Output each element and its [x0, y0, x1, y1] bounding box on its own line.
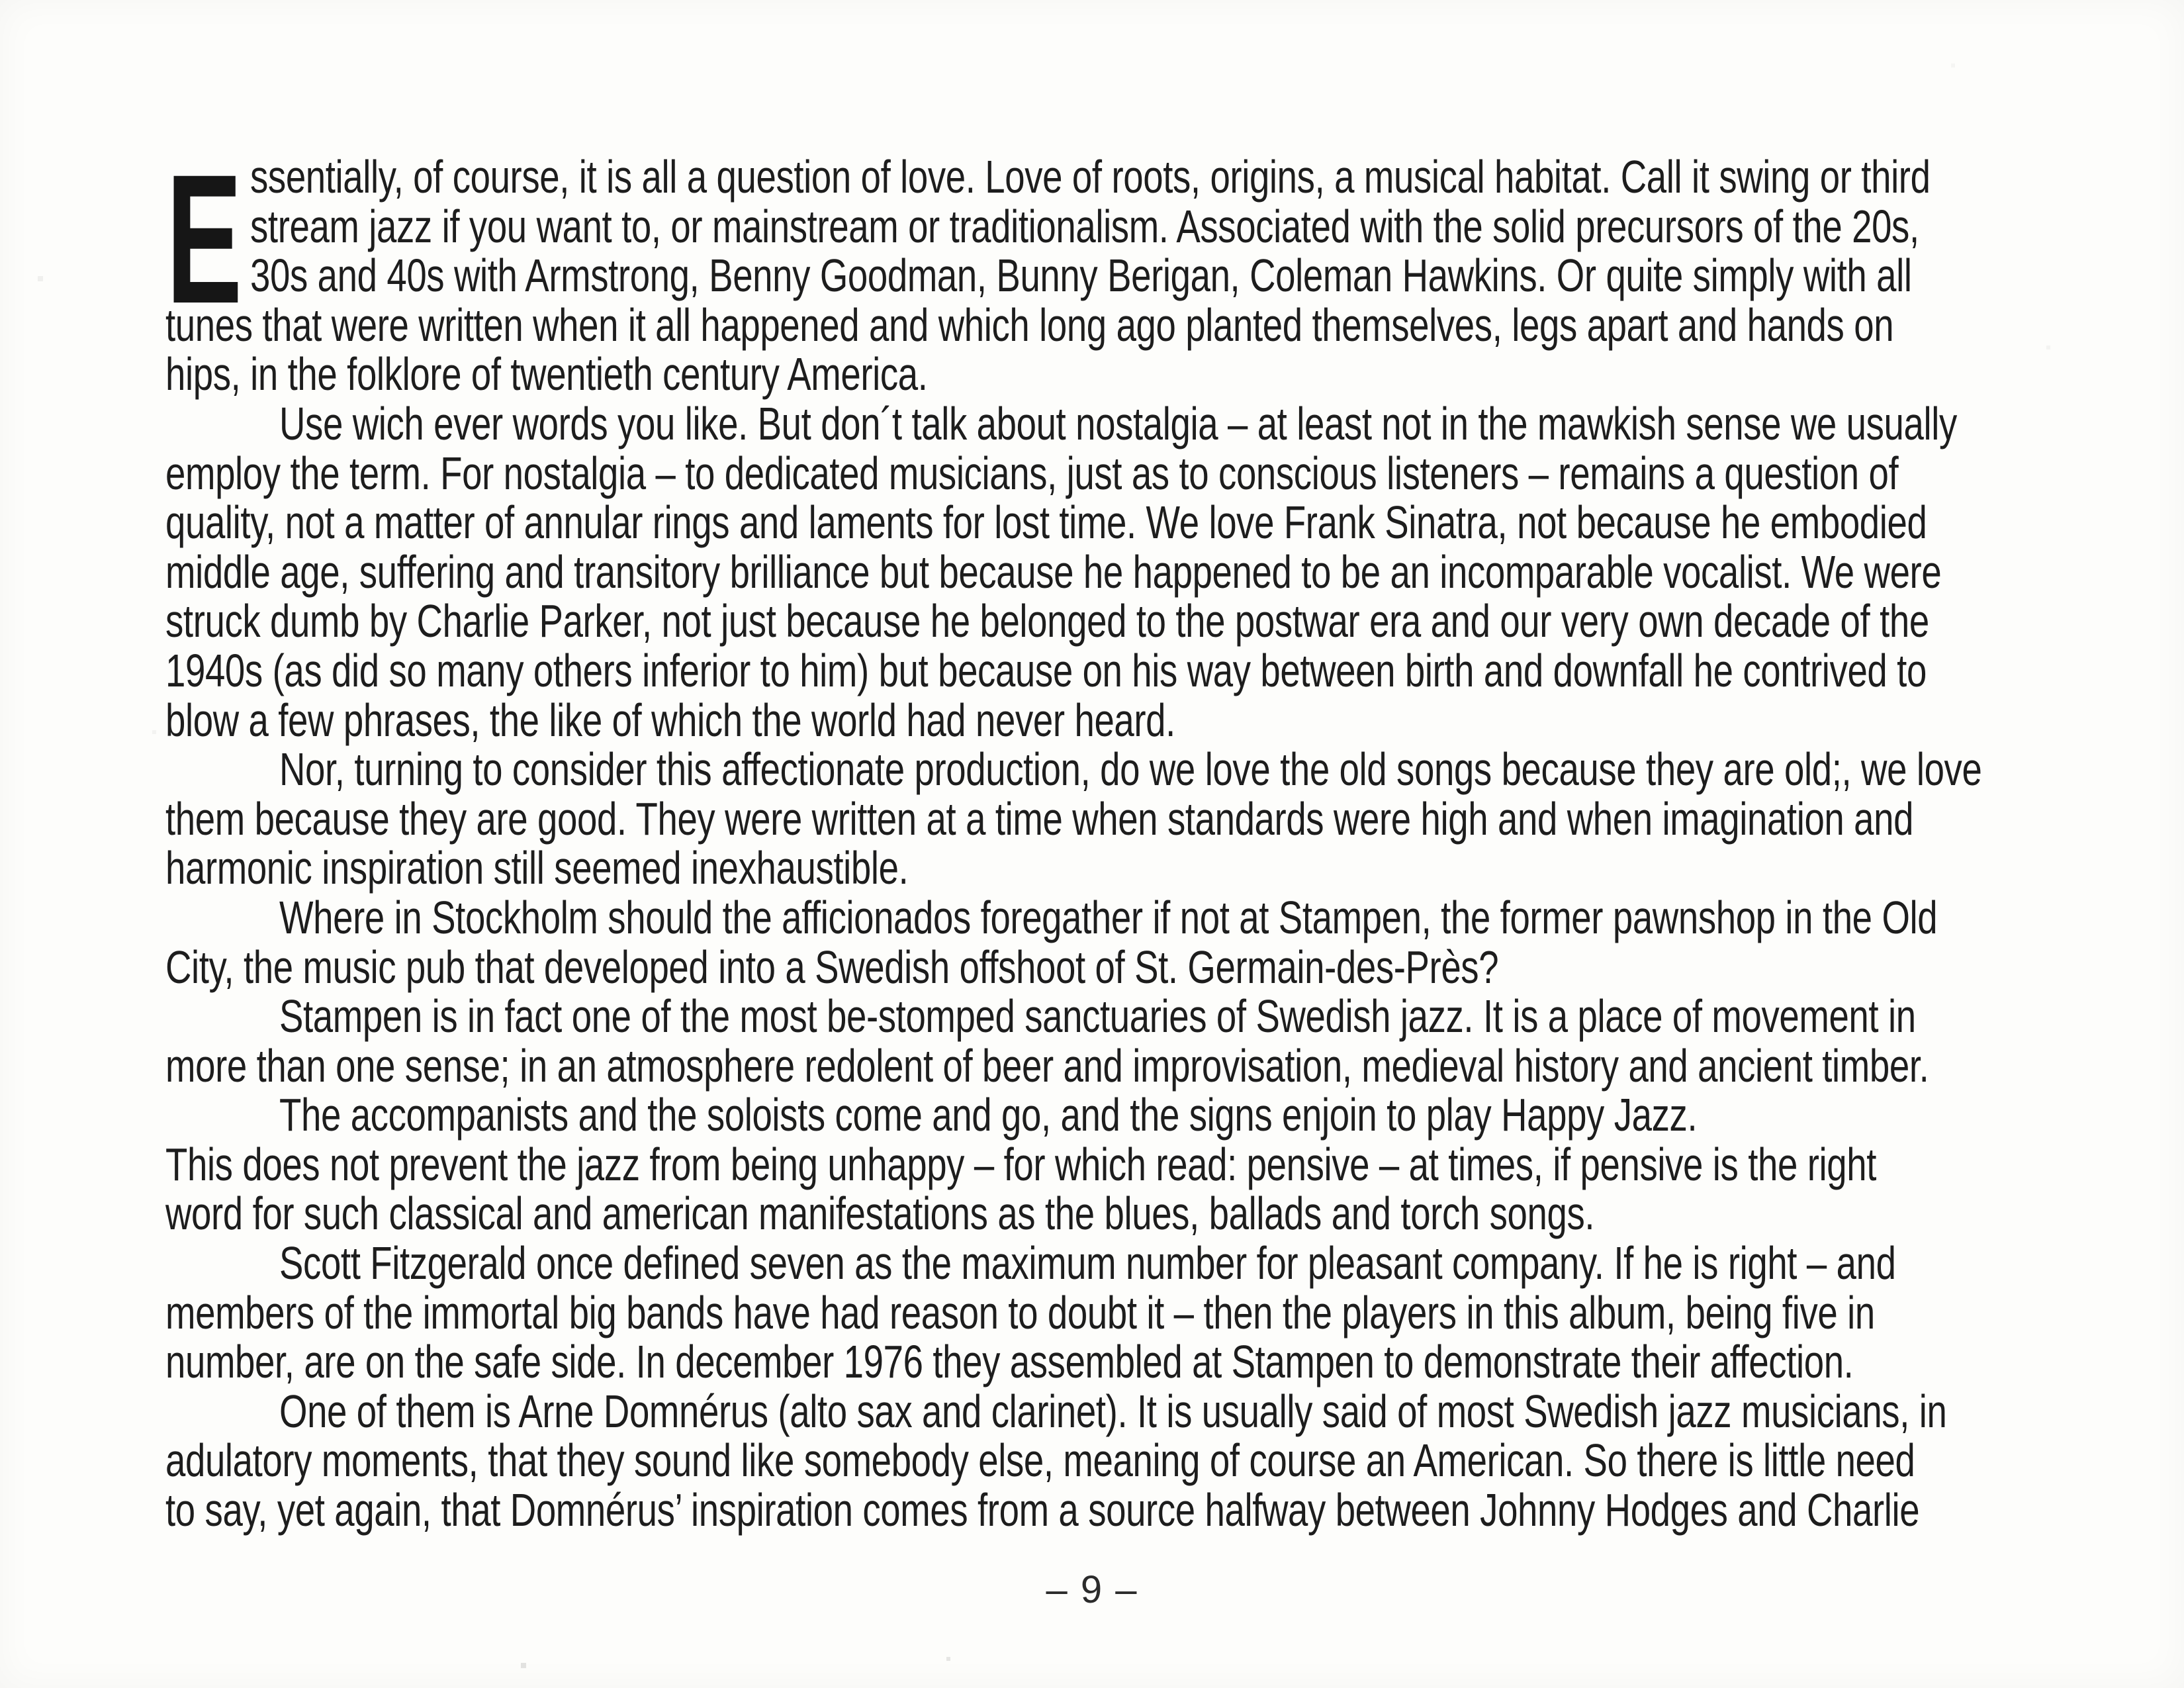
text-line: Where in Stockholm should the afficionados foregather if not at Stampen, the former pawnshop in the Old — [279, 891, 1938, 943]
body-text-block — [165, 152, 2032, 1535]
text-line: Nor, turning to consider this affectionate production, do we love the old songs because they are old;, we love — [279, 743, 1982, 796]
text-line: stream jazz if you want to, or mainstream or traditionalism. Associated with the solid precursors of the 20s, — [250, 200, 1919, 252]
text-line: Stampen is in fact one of the most be-stomped sanctuaries of Swedish jazz. It is a place of movement in — [279, 990, 1916, 1043]
text-line: This does not prevent the jazz from being unhappy – for which read: pensive – at times, if pensive is the right — [165, 1138, 1877, 1190]
text-line: number, are on the safe side. In december 1976 they assembled at Stampen to demonstrate their affection. — [165, 1336, 1854, 1388]
scan-speck-artifacts — [0, 0, 1, 1]
text-line: tunes that were written when it all happened and which long ago planted themselves, legs apart and hands on — [165, 299, 1894, 351]
text-line: quality, not a matter of annular rings and laments for lost time. We love Frank Sinatra, not because he embodied — [165, 496, 1927, 549]
page-number: – 9 – — [1046, 1568, 1138, 1611]
text-line: members of the immortal big bands have had reason to doubt it – then the players in this album, being five in — [165, 1286, 1875, 1338]
text-line: ssentially, of course, it is all a question of love. Love of roots, origins, a musical habitat. Call it swing or third — [250, 151, 1931, 203]
text-line: struck dumb by Charlie Parker, not just because he belonged to the postwar era and our very own decade of the — [165, 595, 1929, 647]
text-line: 30s and 40s with Armstrong, Benny Goodman, Bunny Berigan, Coleman Hawkins. Or quite simply with all — [250, 250, 1912, 302]
drop-cap-letter: E — [166, 136, 242, 342]
text-line: blow a few phrases, the like of which the world had never heard. — [165, 694, 1175, 746]
text-line: Scott Fitzgerald once defined seven as the maximum number for pleasant company. If he is right – and — [279, 1237, 1896, 1289]
text-line: One of them is Arne Domnérus (alto sax and clarinet). It is usually said of most Swedish jazz musicians, in — [279, 1385, 1947, 1437]
text-line: hips, in the folklore of twentieth century America. — [165, 348, 928, 400]
text-line: Use wich ever words you like. But don´t talk about nostalgia – at least not in the mawkish sense we usually — [279, 397, 1957, 449]
text-line: middle age, suffering and transitory brilliance but because he happened to be an incomparable vocalist. We were — [165, 545, 1942, 598]
text-line: employ the term. For nostalgia – to dedicated musicians, just as to conscious listeners – remains a question of — [165, 447, 1899, 499]
text-line: to say, yet again, that Domnérus’ inspiration comes from a source halfway between Johnny Hodges and Charlie — [165, 1484, 1920, 1536]
text-line: adulatory moments, that they sound like somebody else, meaning of course an American. So there is little need — [165, 1434, 1915, 1487]
text-line: more than one sense; in an atmosphere redolent of beer and improvisation, medieval history and ancient timber. — [165, 1039, 1929, 1092]
text-line: word for such classical and american manifestations as the blues, ballads and torch songs. — [165, 1188, 1595, 1240]
text-line: City, the music pub that developed into a Swedish offshoot of St. Germain-des-Près? — [165, 941, 1499, 993]
text-line: 1940s (as did so many others inferior to him) but because on his way between birth and downfall he contrived to — [165, 644, 1927, 696]
text-line: them because they are good. They were written at a time when standards were high and when imagination and — [165, 792, 1914, 845]
text-line: harmonic inspiration still seemed inexhaustible. — [165, 842, 909, 894]
text-line: The accompanists and the soloists come and go, and the signs enjoin to play Happy Jazz. — [279, 1089, 1698, 1141]
